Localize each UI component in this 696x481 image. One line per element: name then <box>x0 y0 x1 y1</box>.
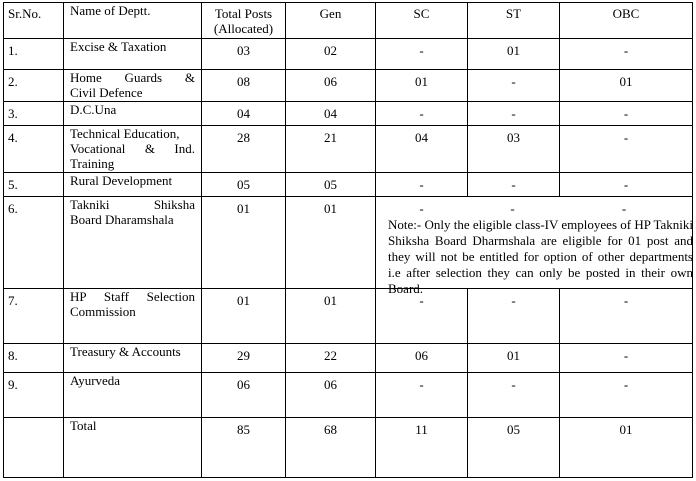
row-obc: - <box>560 344 693 373</box>
row-sr: 4. <box>4 126 64 173</box>
row-department <box>64 70 202 102</box>
row-department <box>64 373 202 418</box>
department-line: Excise & Taxation <box>70 39 167 54</box>
row-department <box>64 344 202 373</box>
row-sr: 2. <box>4 70 64 102</box>
row-department <box>64 173 202 197</box>
row-st: - <box>468 173 560 197</box>
row-department <box>64 102 202 126</box>
row-obc: - <box>560 173 693 197</box>
row-total: 04 <box>202 102 286 126</box>
row-total: 28 <box>202 126 286 173</box>
row-department <box>64 126 202 173</box>
department-line: Home Guards & <box>70 70 195 85</box>
row-gen: 02 <box>286 39 376 70</box>
row-sc: - <box>376 102 468 126</box>
table-row <box>4 344 693 373</box>
table-row <box>4 39 693 70</box>
row-gen: 01 <box>286 197 376 289</box>
row-sc: 04 <box>376 126 468 173</box>
department-line: Rural Development <box>70 173 173 188</box>
table-row <box>4 197 693 289</box>
header-department: Name of Deptt. <box>64 3 202 39</box>
table-row <box>4 173 693 197</box>
header-total-posts <box>202 3 286 39</box>
row-sc: - <box>376 289 468 344</box>
row-total: 01 <box>202 197 286 289</box>
row-st: - <box>468 70 560 102</box>
row-st: 03 <box>468 126 560 173</box>
header-obc: OBC <box>560 3 693 39</box>
header-row <box>4 3 693 39</box>
total-gen: 68 <box>286 418 376 478</box>
row-gen: 21 <box>286 126 376 173</box>
department-line: Technical Education, <box>70 126 180 141</box>
header-st: ST <box>468 3 560 39</box>
row-obc: - <box>621 201 627 216</box>
total-row <box>4 418 693 478</box>
row-obc: - <box>560 39 693 70</box>
row-obc: 01 <box>560 70 693 102</box>
row-gen: 05 <box>286 173 376 197</box>
department-line: Vocational & Ind. <box>70 141 195 156</box>
header-gen: Gen <box>286 3 376 39</box>
row-sr: 1. <box>4 39 64 70</box>
header-sr-no: Sr.No. <box>4 3 64 39</box>
row-department <box>64 39 202 70</box>
header-sc: SC <box>376 3 468 39</box>
department-line: D.C.Una <box>70 102 117 117</box>
department-line: Board Dharamshala <box>70 212 174 227</box>
row-sc: - <box>376 173 468 197</box>
department-line: Civil Defence <box>70 85 143 100</box>
row-sr: 7. <box>4 289 64 344</box>
row-st: - <box>510 201 515 216</box>
row-sr: 8. <box>4 344 64 373</box>
total-sc: 11 <box>376 418 468 478</box>
row-total: 03 <box>202 39 286 70</box>
row-st: - <box>468 289 560 344</box>
row-st: 01 <box>468 344 560 373</box>
row-sc: - <box>376 39 468 70</box>
row-department <box>64 289 202 344</box>
department-line: Commission <box>70 304 136 319</box>
row-total: 29 <box>202 344 286 373</box>
department-line: Ayurveda <box>70 373 121 388</box>
row-sc: - <box>376 373 468 418</box>
row-gen: 06 <box>286 373 376 418</box>
row-obc: - <box>560 126 693 173</box>
row-total: 05 <box>202 173 286 197</box>
row-gen: 01 <box>286 289 376 344</box>
row-total: 08 <box>202 70 286 102</box>
table-row <box>4 126 693 173</box>
row-gen: 06 <box>286 70 376 102</box>
row-obc: - <box>560 289 693 344</box>
header-total-line1: Total Posts <box>214 6 273 21</box>
table-row <box>4 70 693 102</box>
total-posts: 85 <box>202 418 286 478</box>
total-label: Total <box>64 418 202 478</box>
row-gen: 22 <box>286 344 376 373</box>
row-sc: 06 <box>376 344 468 373</box>
total-obc: 01 <box>560 418 693 478</box>
row-sr: 9. <box>4 373 64 418</box>
row-sr: 6. <box>4 197 64 289</box>
row-st: - <box>468 102 560 126</box>
reservation-note-cell <box>376 197 694 296</box>
row-st: 01 <box>468 39 560 70</box>
total-sr <box>4 418 64 478</box>
department-line: HP Staff Selection <box>70 289 195 304</box>
total-st: 05 <box>468 418 560 478</box>
posts-allocation-table <box>3 2 693 478</box>
department-line: Treasury & Accounts <box>70 344 181 359</box>
row-st: - <box>468 373 560 418</box>
row-total: 01 <box>202 289 286 344</box>
header-total-line2: (Allocated) <box>213 21 274 36</box>
row-obc: - <box>560 102 693 126</box>
department-line: Takniki Shiksha <box>70 197 195 212</box>
row-gen: 04 <box>286 102 376 126</box>
table-row <box>4 373 693 418</box>
row-sc: 01 <box>376 70 468 102</box>
row-sr: 5. <box>4 173 64 197</box>
row-obc: - <box>560 373 693 418</box>
row-department <box>64 197 202 289</box>
eligibility-note: Note:- Only the eligible class-IV employees of HP Takniki Shiksha Board Dharmshala are eligible for 01 post and they will not be entitled for option of other departments i.e after selection they can only be posted in their own Board. <box>388 217 694 296</box>
row-total: 06 <box>202 373 286 418</box>
table-row <box>4 102 693 126</box>
department-line: Training <box>70 156 115 171</box>
row-sr: 3. <box>4 102 64 126</box>
row-sc: - <box>419 201 424 216</box>
